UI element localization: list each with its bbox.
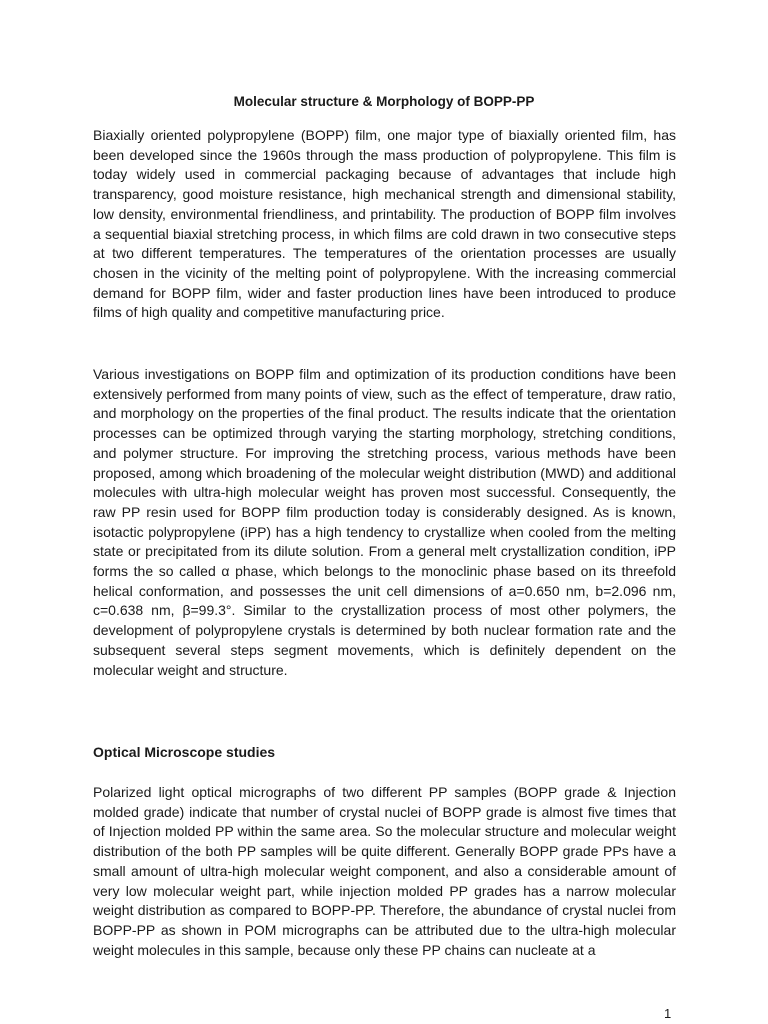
section-paragraph: Polarized light optical micrographs of two different PP samples (BOPP grade & Injection molded grade) indicate that number of crystal nuclei of BOPP grade is almost five times that of Injection molded PP within the same area. So the molecular structure and molecular weight distribution of the both PP samples will be quite different. Generally BOPP grade PPs have a small amount of ultra-high molecular weight component, and also a considerable amount of very low molecular weight part, while injection molded PP grades has a narrow molecular weight distribution as compared to BOPP-PP. Therefore, the abundance of crystal nuclei from BOPP-PP as shown in POM micrographs can be attributed due to the ultra-high molecular weight molecules in this sample, because only these PP chains can nucleate at a [93, 784, 676, 958]
investigation-paragraph: Various investigations on BOPP film and optimization of its production conditions have been extensively performed from many points of view, such as the effect of temperature, draw ratio, and morphology on the properties of the final product. The results indicate that the orientation processes can be optimized through varying the starting morphology, stretching conditions, and polymer structure. For improving the stretching process, various methods have been proposed, among which broadening of the molecular weight distribution (MWD) and additional molecules with ultra-high molecular weight has proven most successful. Consequently, the raw PP resin used for BOPP film production today is considerably designed. As is known, isotactic polypropylene (iPP) has a high tendency to crystallize when cooled from the melting state or precipitated from its dilute solution. From a general melt crystallization condition, iPP forms the so called α phase, which belongs to the monoclinic phase based on its threefold helical conformation, and possesses the unit cell dimensions of a=0.650 nm, b=2.096 nm, c=0.638 nm, β=99.3°. Similar to the crystallization process of most other polymers, the development of polypropylene crystals is determined by both nuclear formation rate and the subsequent several steps segment movements, which is definitely dependent on the molecular weight and structure. [93, 366, 676, 678]
intro-paragraph: Biaxially oriented polypropylene (BOPP) film, one major type of biaxially oriented film, has been developed since the 1960s through the mass production of polypropylene. This film is today widely used in commercial packaging because of advantages that include high transparency, good moisture resistance, high mechanical strength and dimensional stability, low density, environmental friendliness, and printability. The production of BOPP film involves a sequential biaxial stretching process, in which films are cold drawn in two consecutive steps at two different temperatures. The temperatures of the orientation processes are usually chosen in the vicinity of the melting point of polypropylene. With the increasing commercial demand for BOPP film, wider and faster production lines have been introduced to produce films of high quality and competitive manufacturing price. [93, 127, 676, 321]
section-heading: Optical Microscope studies [93, 744, 276, 760]
page-number: 1 [664, 1006, 672, 1021]
document-title: Molecular structure & Morphology of BOPP-PP [233, 94, 535, 109]
